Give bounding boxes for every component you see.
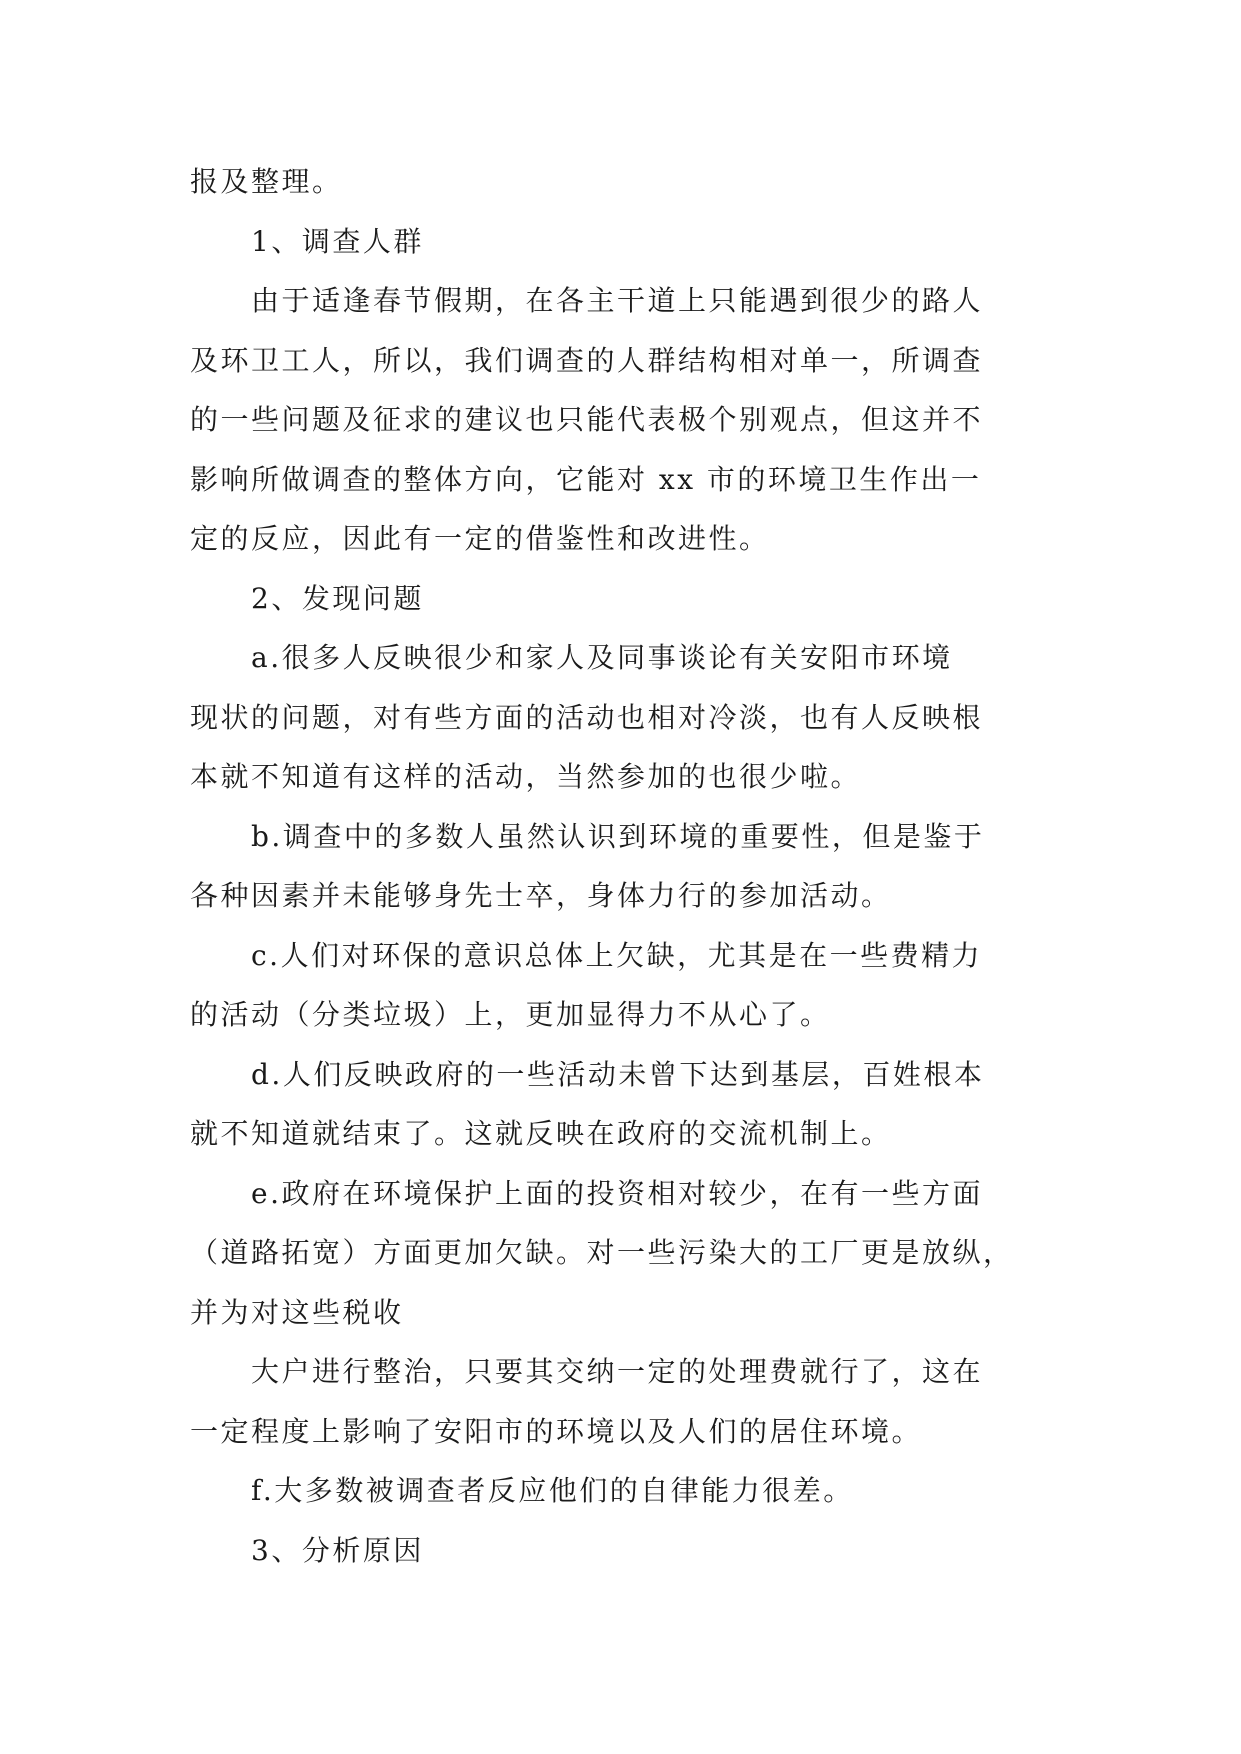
section-heading: 2、发现问题 bbox=[251, 581, 424, 615]
text-line: 并为对这些税收 bbox=[190, 1295, 404, 1329]
text-line: 由于适逢春节假期，在各主干道上只能遇到很少的路人 bbox=[251, 284, 984, 317]
text-line: 及环卫工人，所以，我们调查的人群结构相对单一，所调查 bbox=[190, 343, 984, 377]
list-item-e: e.政府在环境保护上面的投资相对较少，在有一些方面 bbox=[251, 1176, 983, 1210]
section-heading: 1、调查人群 bbox=[251, 224, 424, 258]
text-line: （道路拓宽）方面更加欠缺。对一些污染大的工厂更是放纵， bbox=[190, 1236, 1014, 1269]
text-line: 定的反应，因此有一定的借鉴性和改进性。 bbox=[190, 522, 770, 555]
list-item-c: c.人们对环保的意识总体上欠缺，尤其是在一些费精力 bbox=[251, 938, 983, 972]
list-item-f: f.大多数被调查者反应他们的自律能力很差。 bbox=[251, 1474, 854, 1507]
text-line: 大户进行整治，只要其交纳一定的处理费就行了，这在 bbox=[251, 1355, 984, 1388]
section-heading: 3、分析原因 bbox=[251, 1533, 424, 1567]
text-line: 各种因素并未能够身先士卒，身体力行的参加活动。 bbox=[190, 879, 892, 912]
text-line: 的活动（分类垃圾）上，更加显得力不从心了。 bbox=[190, 998, 831, 1031]
text-line: 影响所做调查的整体方向，它能对 xx 市的环境卫生作出一 bbox=[190, 462, 982, 496]
list-item-b: b.调查中的多数人虽然认识到环境的重要性，但是鉴于 bbox=[251, 819, 985, 853]
text-line: 的一些问题及征求的建议也只能代表极个别观点，但这并不 bbox=[190, 403, 984, 436]
list-item-a: a.很多人反映很少和家人及同事谈论有关安阳市环境 bbox=[251, 641, 953, 674]
document-body bbox=[190, 152, 1050, 1580]
text-line: 报及整理。 bbox=[190, 165, 343, 198]
list-item-d: d.人们反映政府的一些活动未曾下达到基层，百姓根本 bbox=[251, 1057, 985, 1091]
text-line: 本就不知道有这样的活动，当然参加的也很少啦。 bbox=[190, 760, 862, 793]
text-line: 一定程度上影响了安阳市的环境以及人们的居住环境。 bbox=[190, 1414, 923, 1448]
text-line: 现状的问题，对有些方面的活动也相对冷淡，也有人反映根 bbox=[190, 700, 984, 734]
text-line: 就不知道就结束了。这就反映在政府的交流机制上。 bbox=[190, 1117, 892, 1150]
